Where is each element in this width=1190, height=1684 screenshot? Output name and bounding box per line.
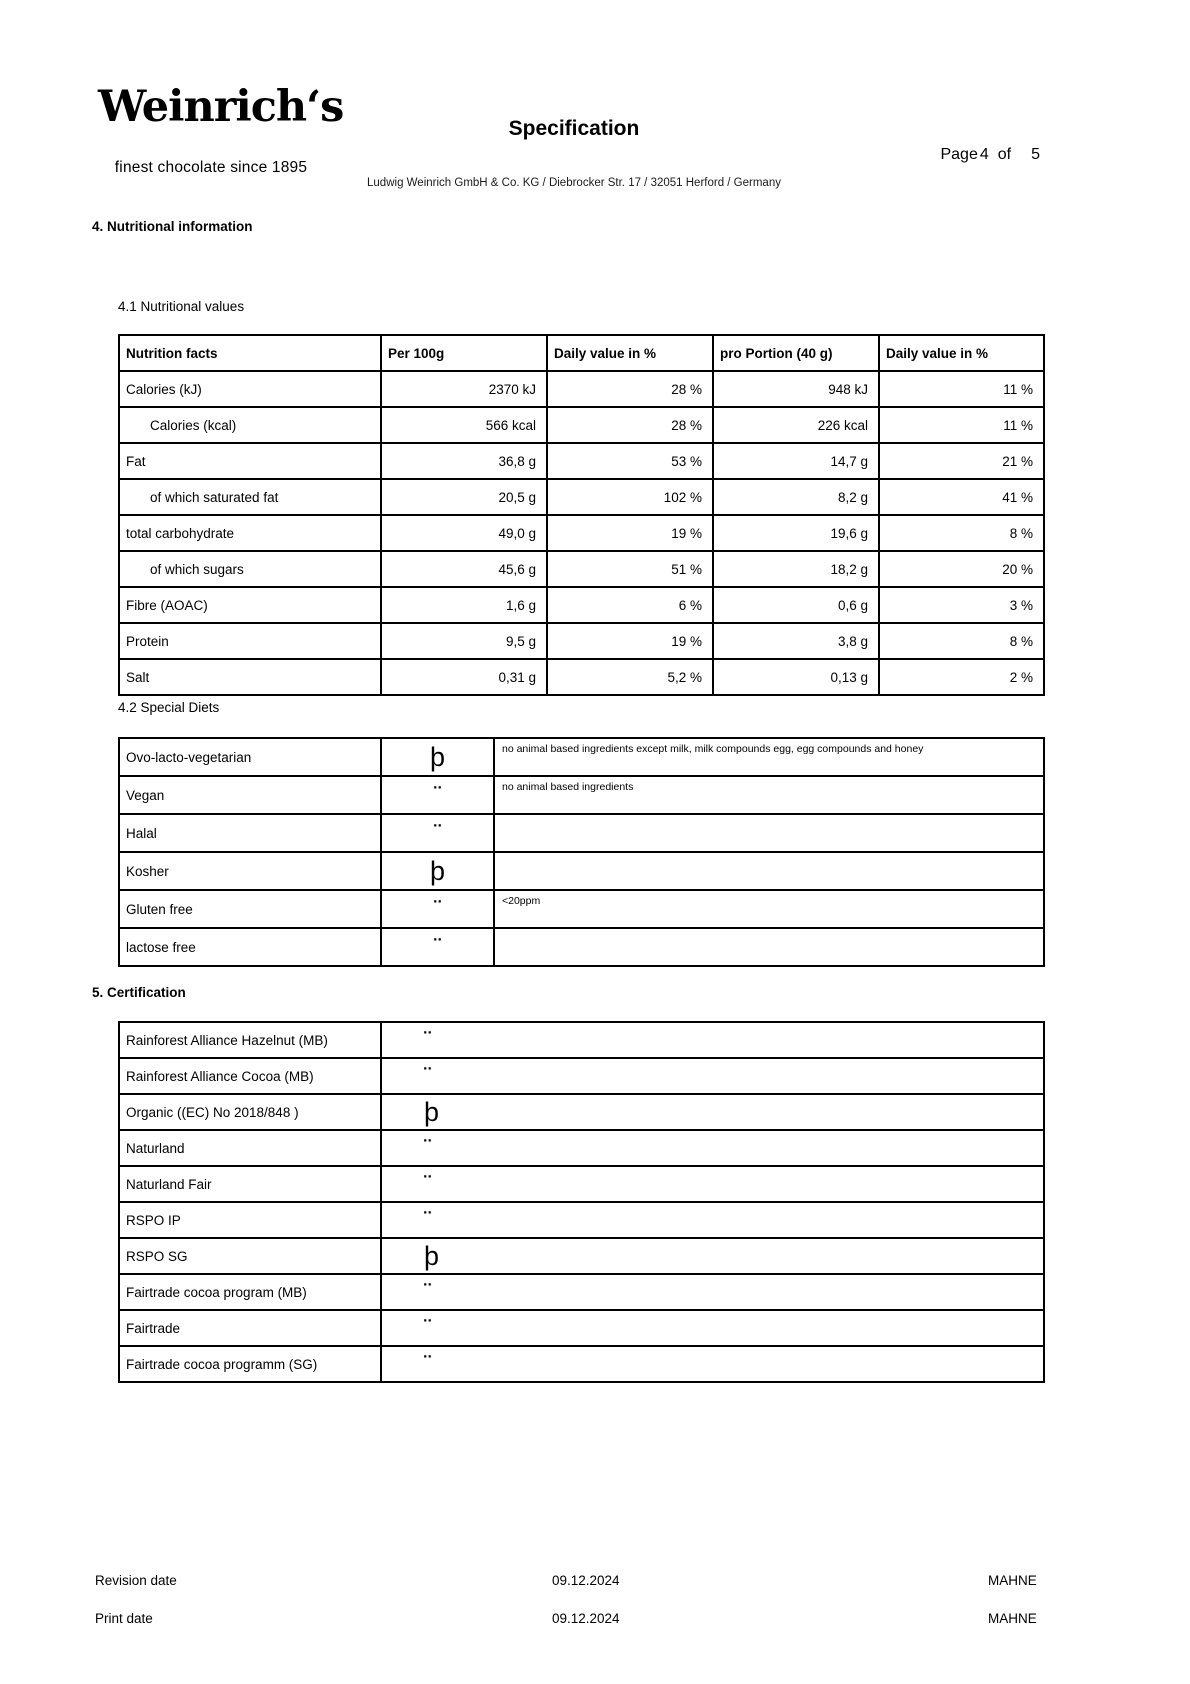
certification-status-cell xyxy=(381,1238,1044,1274)
diet-status-cell xyxy=(381,814,494,852)
per-100g-value: 49,0 g xyxy=(381,515,547,551)
table-row xyxy=(119,1022,1044,1058)
nutrient-label: Salt xyxy=(119,659,381,695)
per-100g-value: 36,8 g xyxy=(381,443,547,479)
empty-checkbox-icon: ¨ xyxy=(424,1208,431,1232)
certification-label: Rainforest Alliance Cocoa (MB) xyxy=(119,1058,381,1094)
daily-value-portion: 11 % xyxy=(879,407,1044,443)
certification-status-cell xyxy=(381,1094,1044,1130)
table-row xyxy=(119,371,1044,407)
page-title: Specification xyxy=(508,117,640,140)
revision-date-value: 09.12.2024 xyxy=(552,1573,620,1588)
logo-tagline: finest chocolate since 1895 xyxy=(114,159,308,176)
certification-label: RSPO IP xyxy=(119,1202,381,1238)
revision-date-label: Revision date xyxy=(95,1573,177,1588)
daily-value-portion: 8 % xyxy=(879,515,1044,551)
diet-label: lactose free xyxy=(119,928,381,966)
daily-value-100g: 28 % xyxy=(547,371,713,407)
per-portion-value: 18,2 g xyxy=(713,551,879,587)
revision-author: MAHNE xyxy=(988,1573,1037,1588)
per-100g-value: 1,6 g xyxy=(381,587,547,623)
daily-value-portion: 8 % xyxy=(879,623,1044,659)
heading-special-diets: 4.2 Special Diets xyxy=(118,700,220,715)
empty-checkbox-icon: ¨ xyxy=(434,821,441,845)
empty-checkbox-icon: ¨ xyxy=(434,935,441,959)
diet-note xyxy=(494,852,1044,890)
certification-status-cell xyxy=(381,1310,1044,1346)
diet-status-cell xyxy=(381,776,494,814)
daily-value-portion: 20 % xyxy=(879,551,1044,587)
table-row xyxy=(119,738,1044,776)
print-date-label: Print date xyxy=(95,1611,153,1626)
certification-status-cell xyxy=(381,1202,1044,1238)
daily-value-portion: 2 % xyxy=(879,659,1044,695)
heading-nutritional-information: 4. Nutritional information xyxy=(92,219,253,234)
diet-label: Halal xyxy=(119,814,381,852)
col-header-per-100g: Per 100g xyxy=(381,335,547,371)
per-100g-value: 20,5 g xyxy=(381,479,547,515)
table-row xyxy=(119,479,1044,515)
empty-checkbox-icon: ¨ xyxy=(434,783,441,807)
certification-label: Fairtrade cocoa programm (SG) xyxy=(119,1346,381,1382)
certification-status-cell xyxy=(381,1274,1044,1310)
diet-note: no animal based ingredients except milk, milk compounds egg, egg compounds and honey xyxy=(494,738,1044,776)
nutrition-header-row xyxy=(119,335,1044,371)
empty-checkbox-icon: ¨ xyxy=(424,1136,431,1160)
print-date-value: 09.12.2024 xyxy=(552,1611,620,1626)
empty-checkbox-icon: ¨ xyxy=(424,1172,431,1196)
certification-status-cell xyxy=(381,1022,1044,1058)
nutrient-label: of which sugars xyxy=(119,551,381,587)
company-address: Ludwig Weinrich GmbH & Co. KG / Diebrocker Str. 17 / 32051 Herford / Germany xyxy=(367,177,781,189)
nutrient-label: Calories (kcal) xyxy=(119,407,381,443)
table-row xyxy=(119,890,1044,928)
table-row xyxy=(119,1310,1044,1346)
table-row xyxy=(119,776,1044,814)
per-100g-value: 566 kcal xyxy=(381,407,547,443)
diet-label: Vegan xyxy=(119,776,381,814)
page-label: Page xyxy=(940,146,978,163)
certification-table xyxy=(118,1021,1045,1383)
per-portion-value: 3,8 g xyxy=(713,623,879,659)
per-portion-value: 14,7 g xyxy=(713,443,879,479)
nutrient-label: Fibre (AOAC) xyxy=(119,587,381,623)
diet-label: Kosher xyxy=(119,852,381,890)
per-portion-value: 8,2 g xyxy=(713,479,879,515)
certification-status-cell xyxy=(381,1166,1044,1202)
page-number: 4 xyxy=(979,146,989,163)
nutrient-label: Protein xyxy=(119,623,381,659)
daily-value-portion: 41 % xyxy=(879,479,1044,515)
diet-note xyxy=(494,928,1044,966)
table-row xyxy=(119,1166,1044,1202)
table-row xyxy=(119,814,1044,852)
diet-status-cell xyxy=(381,738,494,776)
empty-checkbox-icon: ¨ xyxy=(424,1352,431,1376)
certification-label: Rainforest Alliance Hazelnut (MB) xyxy=(119,1022,381,1058)
certification-label: Naturland xyxy=(119,1130,381,1166)
per-100g-value: 2370 kJ xyxy=(381,371,547,407)
table-row xyxy=(119,1274,1044,1310)
per-portion-value: 19,6 g xyxy=(713,515,879,551)
daily-value-portion: 21 % xyxy=(879,443,1044,479)
per-100g-value: 45,6 g xyxy=(381,551,547,587)
special-diets-table xyxy=(118,737,1045,967)
diet-label: Gluten free xyxy=(119,890,381,928)
nutrient-label: of which saturated fat xyxy=(119,479,381,515)
empty-checkbox-icon: ¨ xyxy=(424,1064,431,1088)
page-indicator xyxy=(940,146,1040,164)
col-header-daily-value-100g: Daily value in % xyxy=(547,335,713,371)
nutrient-label: Fat xyxy=(119,443,381,479)
page-total: 5 xyxy=(1031,146,1040,163)
certification-label: RSPO SG xyxy=(119,1238,381,1274)
per-100g-value: 0,31 g xyxy=(381,659,547,695)
checked-checkbox-icon: þ xyxy=(424,1240,440,1271)
table-row xyxy=(119,659,1044,695)
diet-status-cell xyxy=(381,852,494,890)
certification-label: Naturland Fair xyxy=(119,1166,381,1202)
certification-label: Organic ((EC) No 2018/848 ) xyxy=(119,1094,381,1130)
nutrient-label: Calories (kJ) xyxy=(119,371,381,407)
table-row xyxy=(119,1058,1044,1094)
per-portion-value: 226 kcal xyxy=(713,407,879,443)
per-portion-value: 948 kJ xyxy=(713,371,879,407)
daily-value-100g: 5,2 % xyxy=(547,659,713,695)
daily-value-100g: 19 % xyxy=(547,515,713,551)
diet-note: no animal based ingredients xyxy=(494,776,1044,814)
per-portion-value: 0,6 g xyxy=(713,587,879,623)
table-row xyxy=(119,1130,1044,1166)
table-row xyxy=(119,407,1044,443)
diet-label: Ovo-lacto-vegetarian xyxy=(119,738,381,776)
certification-label: Fairtrade cocoa program (MB) xyxy=(119,1274,381,1310)
per-100g-value: 9,5 g xyxy=(381,623,547,659)
daily-value-portion: 11 % xyxy=(879,371,1044,407)
heading-certification: 5. Certification xyxy=(92,985,186,1000)
per-portion-value: 0,13 g xyxy=(713,659,879,695)
nutrient-label: total carbohydrate xyxy=(119,515,381,551)
daily-value-portion: 3 % xyxy=(879,587,1044,623)
print-author: MAHNE xyxy=(988,1611,1037,1626)
table-row xyxy=(119,515,1044,551)
table-row xyxy=(119,623,1044,659)
diet-note: <20ppm xyxy=(494,890,1044,928)
checked-checkbox-icon: þ xyxy=(424,1096,440,1127)
company-logo: Weinrich‘s xyxy=(98,82,344,132)
page-of-label: of xyxy=(997,146,1012,163)
daily-value-100g: 102 % xyxy=(547,479,713,515)
table-row xyxy=(119,1202,1044,1238)
daily-value-100g: 51 % xyxy=(547,551,713,587)
checked-checkbox-icon: þ xyxy=(429,741,446,772)
empty-checkbox-icon: ¨ xyxy=(434,897,441,921)
empty-checkbox-icon: ¨ xyxy=(424,1280,431,1304)
diet-status-cell xyxy=(381,890,494,928)
certification-status-cell xyxy=(381,1058,1044,1094)
certification-status-cell xyxy=(381,1130,1044,1166)
daily-value-100g: 19 % xyxy=(547,623,713,659)
table-row xyxy=(119,443,1044,479)
certification-label: Fairtrade xyxy=(119,1310,381,1346)
diet-note xyxy=(494,814,1044,852)
table-row xyxy=(119,1094,1044,1130)
table-row xyxy=(119,551,1044,587)
table-row xyxy=(119,852,1044,890)
daily-value-100g: 6 % xyxy=(547,587,713,623)
empty-checkbox-icon: ¨ xyxy=(424,1316,431,1340)
nutrition-facts-table xyxy=(118,334,1045,696)
daily-value-100g: 53 % xyxy=(547,443,713,479)
col-header-pro-portion: pro Portion (40 g) xyxy=(713,335,879,371)
certification-status-cell xyxy=(381,1346,1044,1382)
table-row xyxy=(119,1346,1044,1382)
table-row xyxy=(119,928,1044,966)
diet-status-cell xyxy=(381,928,494,966)
table-row xyxy=(119,1238,1044,1274)
empty-checkbox-icon: ¨ xyxy=(424,1028,431,1052)
heading-nutritional-values: 4.1 Nutritional values xyxy=(118,299,245,314)
table-row xyxy=(119,587,1044,623)
col-header-nutrition-facts: Nutrition facts xyxy=(119,335,381,371)
col-header-daily-value-portion: Daily value in % xyxy=(879,335,1044,371)
daily-value-100g: 28 % xyxy=(547,407,713,443)
checked-checkbox-icon: þ xyxy=(429,855,446,886)
